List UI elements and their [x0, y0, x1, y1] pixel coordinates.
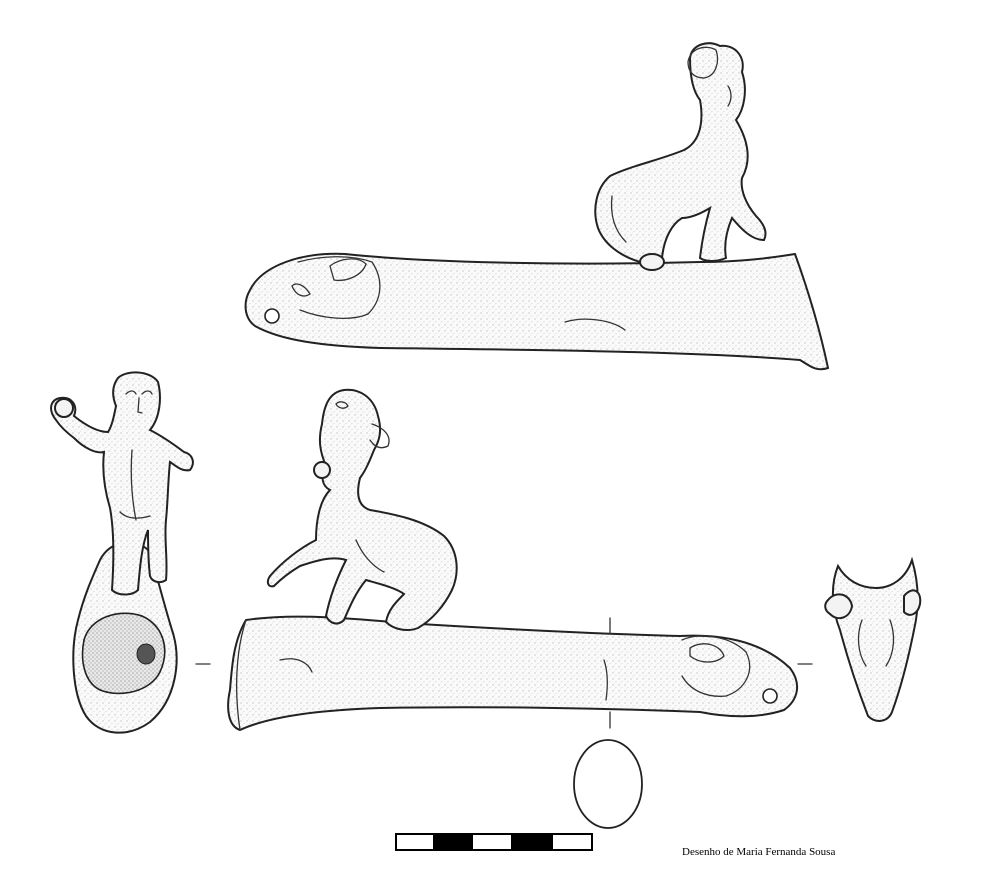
drawing-credit: Desenho de Maria Fernanda Sousa: [682, 846, 836, 858]
end-view: [825, 560, 920, 721]
front-figure-raised-fist: [55, 399, 73, 417]
top-figure-hoof: [640, 254, 664, 270]
bottom-rider-figure: [268, 390, 457, 630]
end-view-head: [833, 560, 918, 721]
scale-segment-1: [396, 834, 434, 850]
end-view-left-ear: [825, 594, 852, 618]
front-rod-hole: [137, 644, 155, 664]
scale-bar: [396, 834, 592, 850]
scale-segment-3: [472, 834, 512, 850]
top-rod: [246, 254, 828, 369]
bottom-side-view: [228, 390, 797, 730]
cross-section-oval: [574, 740, 642, 828]
scale-segment-2: [434, 834, 472, 850]
scale-segment-5: [552, 834, 592, 850]
scale-segment-4: [512, 834, 552, 850]
top-quadruped-figure: [595, 43, 765, 264]
bottom-rod: [228, 617, 797, 730]
bottom-rider-hand-disc: [314, 462, 330, 478]
bottom-rod-nostril-hole: [763, 689, 777, 703]
top-side-view: [246, 43, 828, 369]
end-view-right-ear: [904, 590, 920, 614]
front-view: [51, 372, 193, 732]
top-rod-nostril-hole: [265, 309, 279, 323]
